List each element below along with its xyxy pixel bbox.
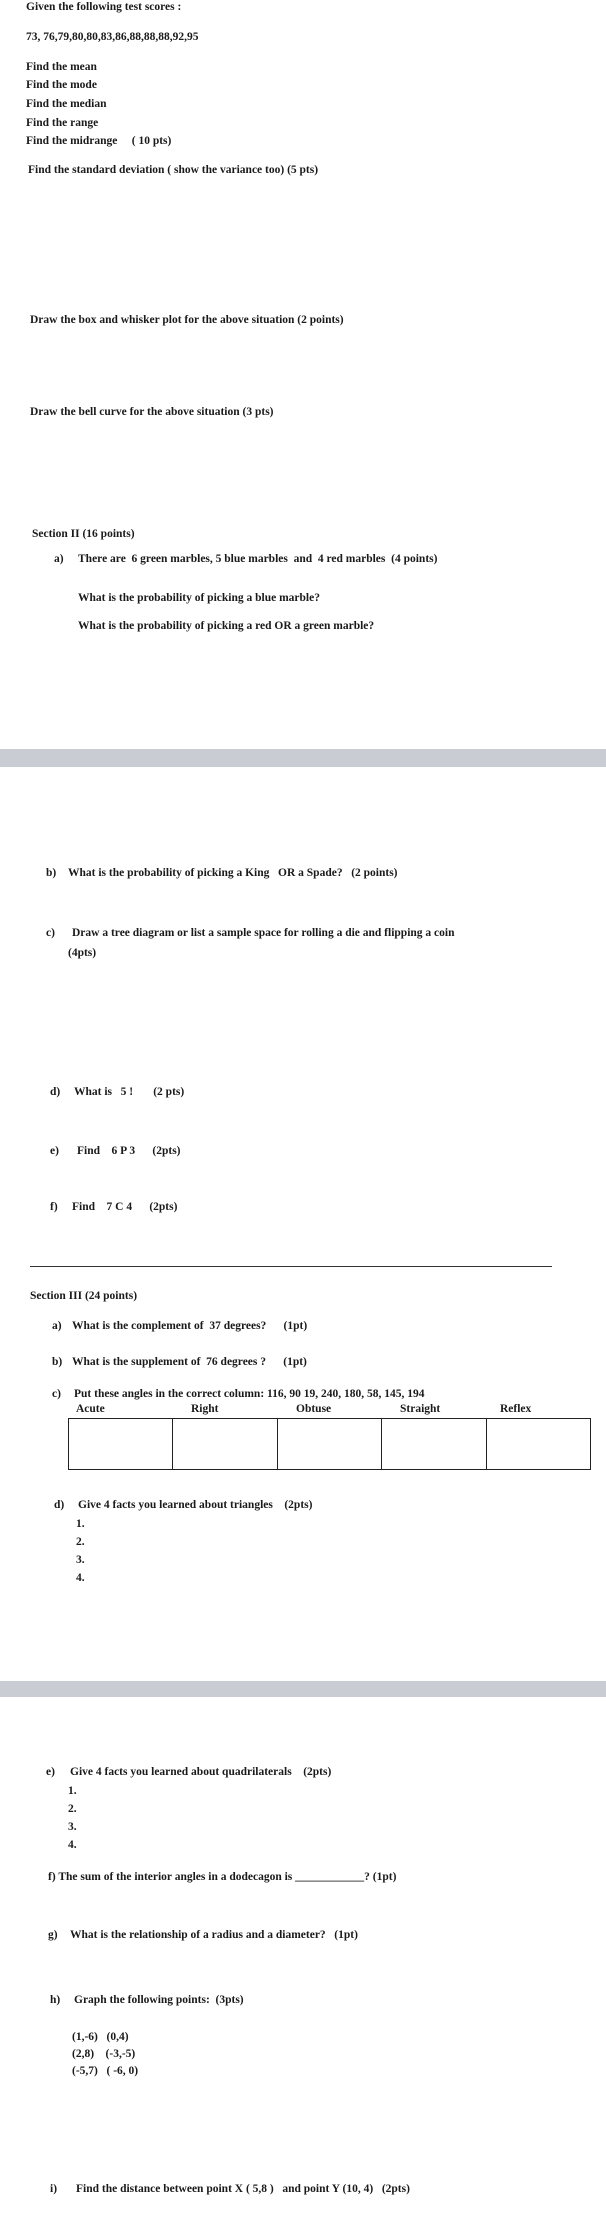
section-2-heading: Section II (16 points): [32, 528, 135, 540]
q3b-text: What is the supplement of 76 degrees ? (1pt): [72, 1356, 307, 1368]
column-header-straight: Straight: [400, 1403, 441, 1415]
quad-fact-2: 2.: [68, 1803, 77, 1815]
q3c-text: Put these angles in the correct column: 116, 90 19, 240, 180, 58, 145, 194: [74, 1388, 425, 1400]
q3c-label: c): [52, 1388, 61, 1400]
q3g-text: What is the relationship of a radius and a diameter? (1pt): [70, 1929, 358, 1941]
q3e-text: Give 4 facts you learned about quadrilaterals (2pts): [70, 1766, 332, 1778]
angle-table: [68, 1418, 591, 1470]
q2c-text-points: (4pts): [68, 947, 97, 959]
q3a-text: What is the complement of 37 degrees? (1pt): [72, 1320, 308, 1332]
q2e-text: Find 6 P 3 (2pts): [77, 1145, 181, 1157]
q3d-label: d): [54, 1499, 65, 1511]
task-bell-curve: Draw the bell curve for the above situation (3 pts): [30, 406, 274, 418]
q2f-text: Find 7 C 4 (2pts): [72, 1201, 178, 1213]
task-mean: Find the mean: [26, 61, 97, 73]
task-box-plot: Draw the box and whisker plot for the above situation (2 points): [30, 314, 344, 326]
given-heading: Given the following test scores :: [26, 1, 182, 13]
point-pair-1: (1,-6) (0,4): [72, 2031, 129, 2043]
q2a-sub2: What is the probability of picking a red OR a green marble?: [78, 620, 375, 632]
task-mode: Find the mode: [26, 79, 97, 91]
triangle-fact-4: 4.: [76, 1572, 85, 1584]
task-midrange: Find the midrange ( 10 pts): [26, 135, 172, 147]
triangle-fact-1: 1.: [76, 1518, 85, 1530]
q2f-label: f): [50, 1201, 58, 1213]
q3b-label: b): [52, 1356, 63, 1368]
column-header-acute: Acute: [76, 1403, 105, 1415]
column-header-right: Right: [191, 1403, 219, 1415]
column-header-reflex: Reflex: [500, 1403, 532, 1415]
q3i-label: i): [50, 2183, 58, 2195]
angle-cell-right[interactable]: [173, 1419, 277, 1469]
q3h-label: h): [50, 1994, 61, 2006]
q2e-label: e): [50, 1145, 59, 1157]
triangle-fact-3: 3.: [76, 1554, 85, 1566]
point-pair-2: (2,8) (-3,-5): [72, 2048, 136, 2060]
quad-fact-4: 4.: [68, 1839, 77, 1851]
q3d-text: Give 4 facts you learned about triangles (2pts): [78, 1499, 313, 1511]
task-range: Find the range: [26, 117, 99, 129]
angle-cell-reflex[interactable]: [487, 1419, 590, 1469]
quad-fact-3: 3.: [68, 1821, 77, 1833]
q3g-label: g): [48, 1929, 58, 1941]
angle-cell-straight[interactable]: [382, 1419, 486, 1469]
task-std-dev: Find the standard deviation ( show the variance too) (5 pts): [28, 164, 319, 176]
q2b-label: b): [46, 867, 57, 879]
page-break-2: [0, 1681, 606, 1697]
q2d-text: What is 5 ! (2 pts): [74, 1086, 185, 1098]
q2a-text: There are 6 green marbles, 5 blue marbles and 4 red marbles (4 points): [78, 553, 438, 565]
section-3-heading: Section III (24 points): [30, 1290, 138, 1302]
q3f-text: f) The sum of the interior angles in a dodecagon is ____________? (1pt): [48, 1871, 397, 1883]
q2a-label: a): [54, 553, 64, 565]
page-break-1: [0, 749, 606, 767]
task-median: Find the median: [26, 98, 107, 110]
test-scores: 73, 76,79,80,80,83,86,88,88,88,92,95: [26, 31, 199, 43]
q3h-text: Graph the following points: (3pts): [74, 1994, 244, 2006]
q3i-text: Find the distance between point X ( 5,8 ) and point Y (10, 4) (2pts): [76, 2183, 410, 2195]
q3e-label: e): [46, 1766, 55, 1778]
angle-cell-acute[interactable]: [69, 1419, 173, 1469]
column-header-obtuse: Obtuse: [296, 1403, 332, 1415]
divider-line: [30, 1266, 552, 1267]
triangle-fact-2: 2.: [76, 1536, 85, 1548]
quad-fact-1: 1.: [68, 1785, 77, 1797]
q2b-text: What is the probability of picking a King OR a Spade? (2 points): [68, 867, 398, 879]
q2c-text: Draw a tree diagram or list a sample space for rolling a die and flipping a coin: [72, 927, 455, 939]
angle-cell-obtuse[interactable]: [278, 1419, 382, 1469]
q2c-label: c): [46, 927, 55, 939]
q2a-sub1: What is the probability of picking a blue marble?: [78, 592, 320, 604]
q3a-label: a): [52, 1320, 62, 1332]
point-pair-3: (-5,7) ( -6, 0): [72, 2065, 139, 2077]
q2d-label: d): [50, 1086, 61, 1098]
